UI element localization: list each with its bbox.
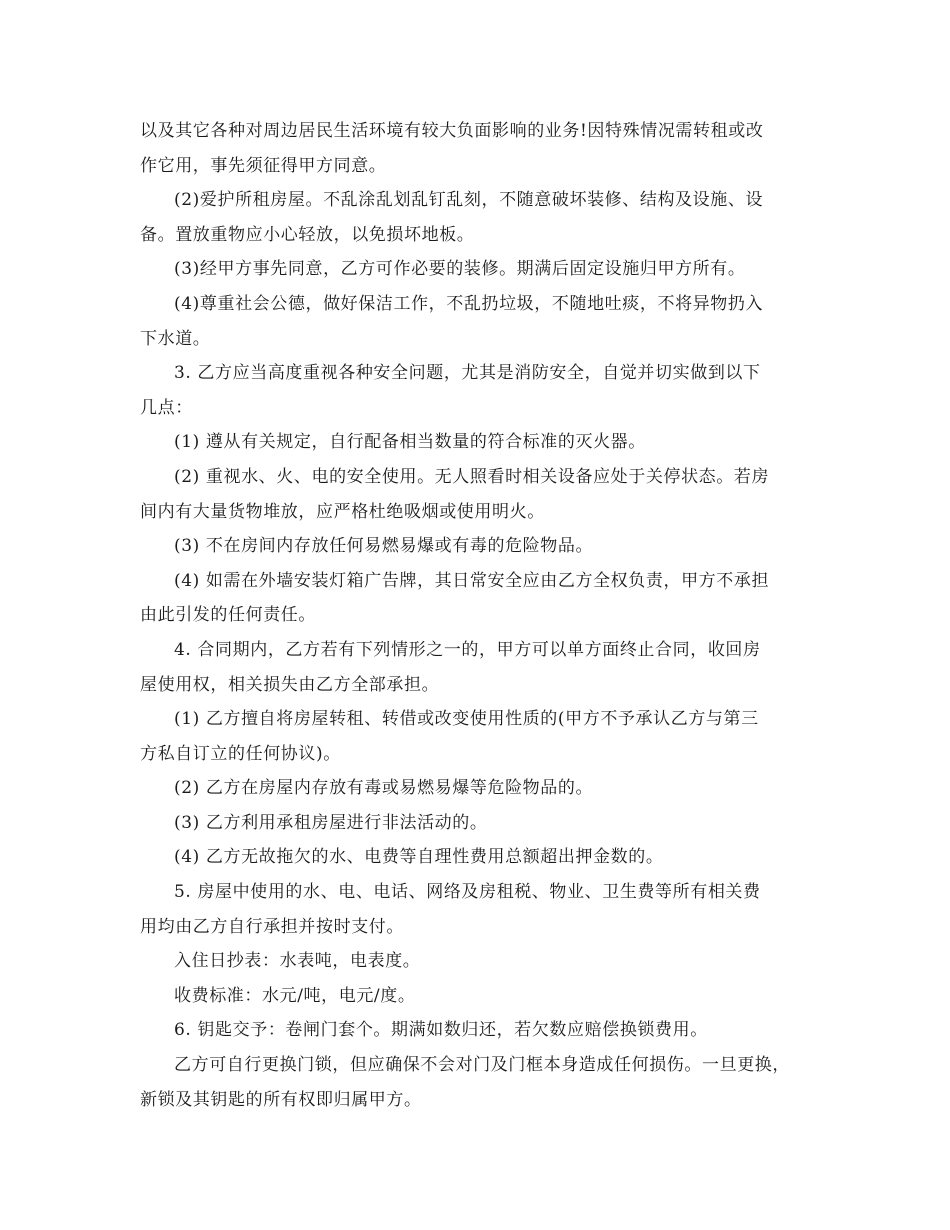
paragraph-line: (4) 如需在外墙安装灯箱广告牌，其日常安全应由乙方全权负责，甲方不承担: [174, 570, 770, 591]
document-body: [140, 114, 820, 1117]
paragraph-line: 由此引发的任何责任。: [140, 605, 316, 626]
paragraph-line: (3) 乙方利用承租房屋进行非法活动的。: [174, 812, 488, 833]
paragraph-line: (3)经甲方事先同意，乙方可作必要的装修。期满后固定设施归甲方所有。: [174, 259, 746, 280]
paragraph-line: 收费标准：水元/吨，电元/度。: [174, 985, 416, 1006]
paragraph-line: (4)尊重社会公德，做好保洁工作，不乱扔垃圾，不随地吐痰，不将异物扔入: [174, 293, 764, 314]
paragraph-line: (3) 不在房间内存放任何易燃易爆或有毒的危险物品。: [174, 536, 594, 557]
paragraph-line: 6. 钥匙交予：卷闸门套个。期满如数归还，若欠数应赔偿换锁费用。: [174, 1020, 708, 1041]
paragraph-line: 5. 房屋中使用的水、电、电话、网络及房租税、物业、卫生费等所有相关费: [174, 882, 761, 903]
paragraph-line: 作它用，事先须征得甲方同意。: [140, 155, 387, 176]
paragraph-line: 下水道。: [140, 328, 211, 349]
paragraph-line: 新锁及其钥匙的所有权即归属甲方。: [140, 1089, 422, 1110]
paragraph-line: 用均由乙方自行承担并按时支付。: [140, 916, 404, 937]
paragraph-line: (2) 重视水、火、电的安全使用。无人照看时相关设备应处于关停状态。若房: [174, 466, 770, 487]
paragraph-line: (1) 遵从有关规定，自行配备相当数量的符合标准的灭火器。: [174, 432, 646, 453]
paragraph-line: (1) 乙方擅自将房屋转租、转借或改变使用性质的(甲方不予承认乙方与第三: [174, 709, 759, 730]
paragraph-line: 间内有大量货物堆放，应严格杜绝吸烟或使用明火。: [140, 501, 545, 522]
paragraph-line: 几点：: [140, 397, 193, 418]
paragraph-line: (2) 乙方在房屋内存放有毒或易燃易爆等危险物品的。: [174, 778, 594, 799]
paragraph-line: (2)爱护所租房屋。不乱涂乱划乱钉乱刻，不随意破坏装修、结构及设施、设: [174, 190, 764, 211]
paragraph-line: 入住日抄表：水表吨，电表度。: [174, 951, 421, 972]
paragraph-line: 屋使用权，相关损失由乙方全部承担。: [140, 674, 440, 695]
paragraph-line: 方私自订立的任何协议)。: [140, 743, 341, 764]
paragraph-line: 以及其它各种对周边居民生活环境有较大负面影响的业务!因特殊情况需转租或改: [140, 121, 764, 141]
paragraph-line: (4) 乙方无故拖欠的水、电费等自理性费用总额超出押金数的。: [174, 847, 664, 868]
paragraph-line: 4. 合同期内，乙方若有下列情形之一的，甲方可以单方面终止合同，收回房: [174, 639, 761, 660]
paragraph-line: 3. 乙方应当高度重视各种安全问题，尤其是消防安全，自觉并切实做到以下: [174, 363, 761, 384]
paragraph-line: 备。置放重物应小心轻放，以免损坏地板。: [140, 224, 475, 245]
paragraph-line: 乙方可自行更换门锁，但应确保不会对门及门框本身造成任何损伤。一旦更换，: [174, 1055, 790, 1076]
